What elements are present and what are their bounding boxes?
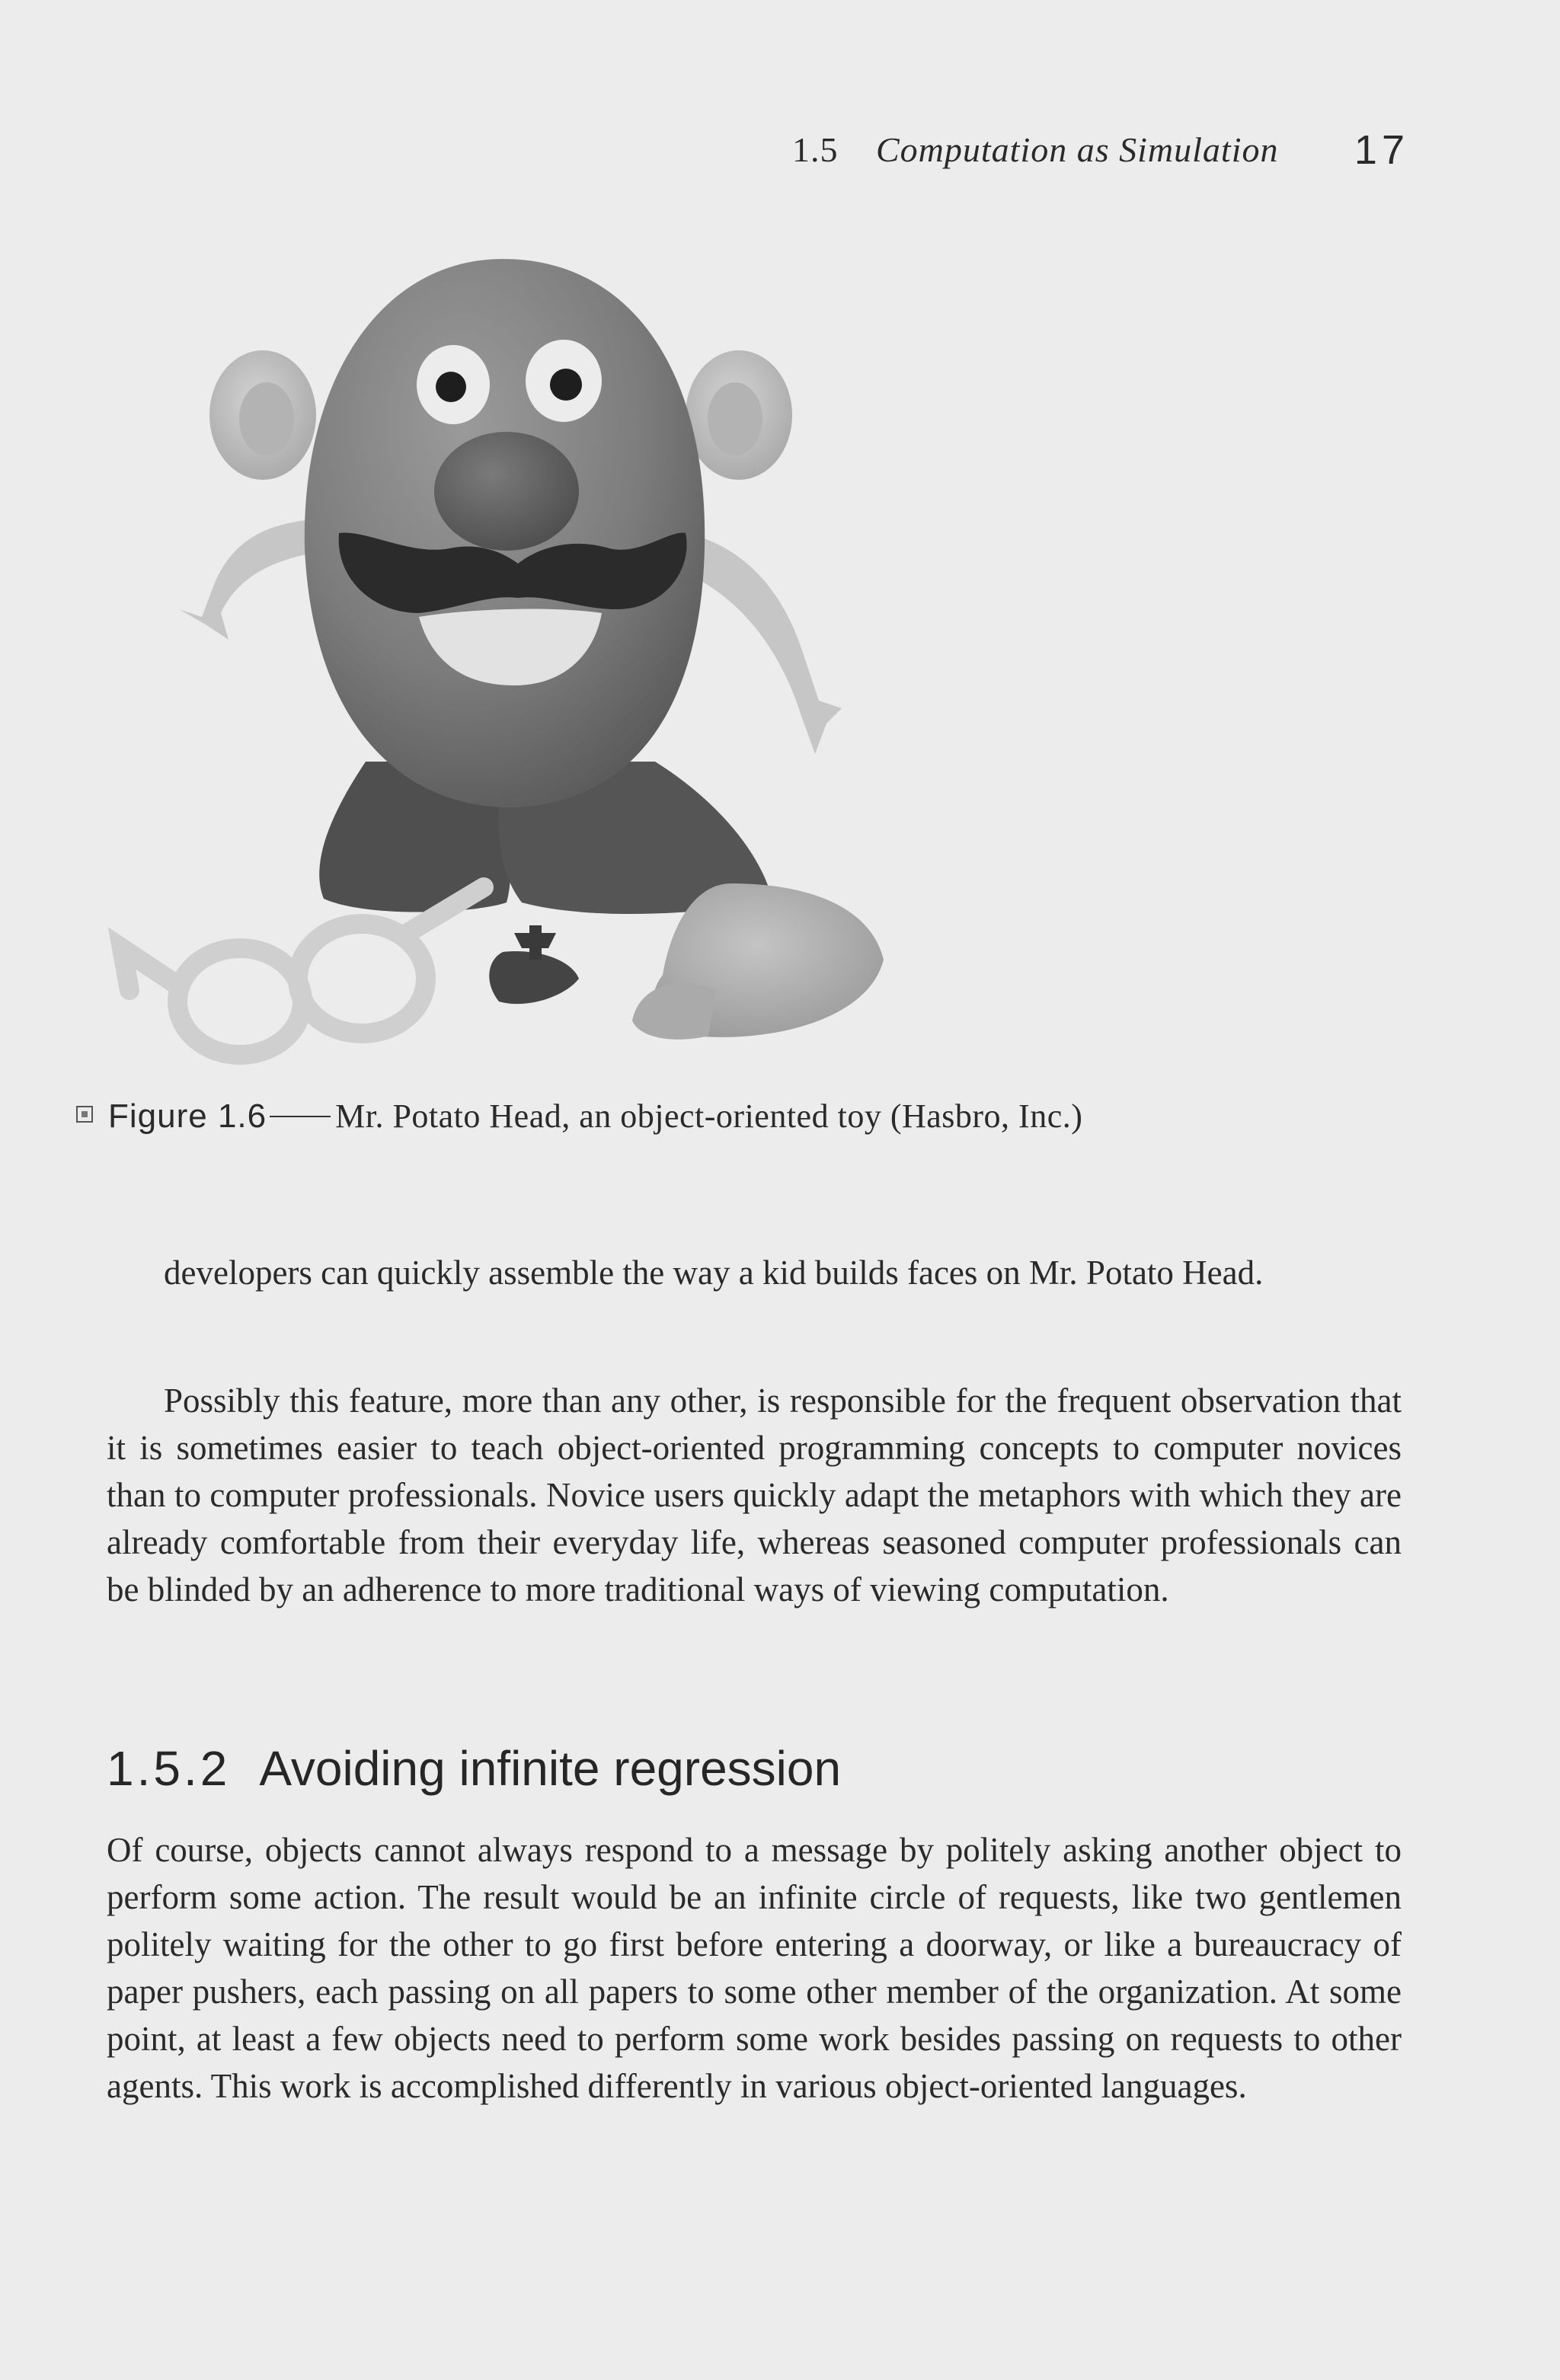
running-head-title: Computation as Simulation [876, 130, 1279, 169]
paragraph-regression: Of course, objects cannot always respond to a message by politely asking another object to perform some action. The result would be an infinite circle of requests, like two gentlemen politely waiting for the other to go first before entering a doorway, or like a bureaucracy of paper pushers, each passing on all papers to some other member of the organization. At some point, at least a few objects need to perform some work besides passing on requests to other agents. This work is accomplished differently in various object-oriented languages. [107, 1831, 1402, 2105]
paragraph-novices: Possibly this feature, more than any other, is responsible for the frequent observation that it is sometimes easier to teach object-oriented programming concepts to computer novices than to computer professionals. Novice users quickly adapt the metaphors with which they are already comfortable from their everyday life, whereas seasoned computer professionals can be blinded by an adherence to more traditional ways of viewing computation. [107, 1382, 1402, 1608]
running-head [792, 129, 1409, 183]
figure-marker-icon [76, 1106, 93, 1123]
right-ear [686, 350, 792, 480]
caption-dash [270, 1116, 331, 1117]
section-heading-title: Avoiding infinite regression [259, 1741, 842, 1796]
potato-head-figure [107, 228, 990, 1081]
figure-caption [76, 1097, 1082, 1142]
nose [434, 432, 579, 551]
section-heading [107, 1740, 841, 1797]
glasses [122, 887, 484, 1055]
figure-caption-text: Mr. Potato Head, an object-oriented toy (Hasbro, Inc.) [335, 1097, 1083, 1135]
section-heading-number: 1.5.2 [107, 1741, 231, 1796]
page-number: 17 [1354, 127, 1409, 173]
figure-label: Figure 1.6 [108, 1097, 267, 1135]
running-head-section-number: 1.5 [792, 130, 839, 169]
left-ear [209, 350, 316, 480]
paragraph-continuation: developers can quickly assemble the way a kid builds faces on Mr. Potato Head. [164, 1254, 1264, 1292]
tongue-piece [489, 925, 579, 1004]
